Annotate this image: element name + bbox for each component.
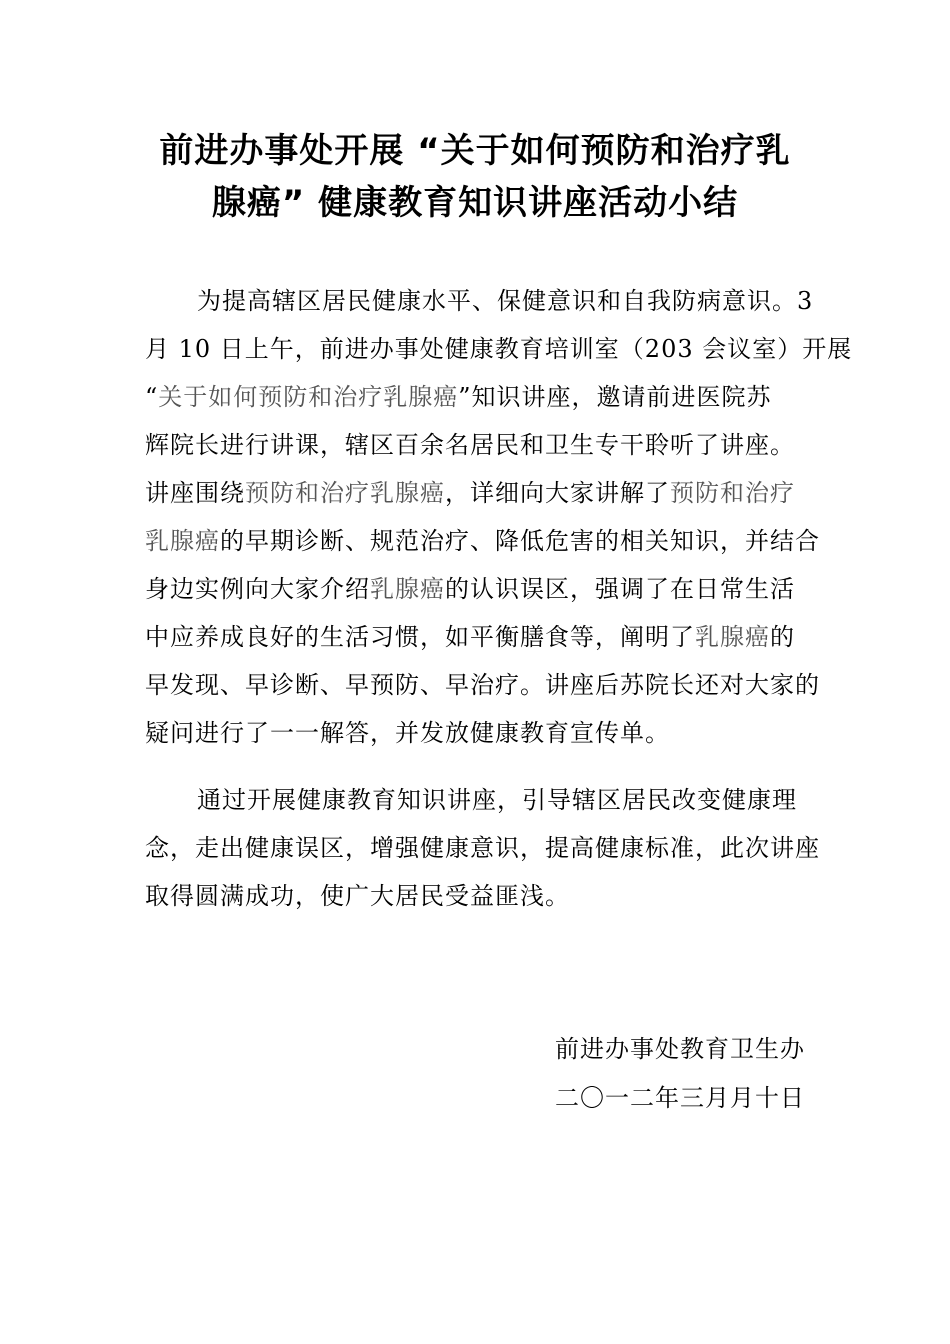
lecture-topic: 关于如何预防和治疗乳腺癌 [158,383,459,411]
quote-open: “ [145,383,159,411]
line-8-a: 中应养成良好的生活习惯，如平衡膳食等，阐明了 [145,623,695,651]
title-line-1: 前进办事处开展 “关于如何预防和治疗乳 [159,131,791,171]
line-6-rest: 的早期诊断、规范治疗、降低危害的相关知识，并结合 [220,527,820,555]
paragraph-1-line-2: 月 10 日上午，前进办事处健康教育培训室（203 会议室）开展 [145,335,853,363]
line-8-b: 的 [770,623,795,651]
topic-highlight: 乳腺癌 [145,527,220,555]
paragraph-1-line-6 [145,517,820,565]
paragraph-2 [145,776,820,920]
paragraph-1-line-7 [145,565,810,613]
line-3-rest: ”知识讲座，邀请前进医院苏 [458,383,772,411]
signature-block [555,1025,805,1123]
paragraph-1-line-10: 疑问进行了一一解答，并发放健康教育宣传单。 [145,719,670,747]
paragraph-1 [145,277,853,757]
paragraph-1-line-1: 为提高辖区居民健康水平、保健意识和自我防病意识。3 [197,287,814,315]
signature-organization: 前进办事处教育卫生办 [555,1035,805,1063]
paragraph-2-line-1: 通过开展健康教育知识讲座，引导辖区居民改变健康理 [197,786,797,814]
paragraph-2-line-3: 取得圆满成功，使广大居民受益匪浅。 [145,882,570,910]
topic-highlight: 预防和治疗乳腺癌 [245,479,445,507]
paragraph-2-line-2: 念，走出健康误区，增强健康意识，提高健康标准，此次讲座 [145,834,820,862]
line-5-b: ，详细向大家讲解了 [445,479,670,507]
title-line-2: 腺癌” 健康教育知识讲座活动小结 [211,183,739,223]
paragraph-1-line-5 [145,469,810,517]
line-5-a: 讲座围绕 [145,479,245,507]
document-title [120,125,830,229]
topic-highlight: 预防和治疗 [670,479,795,507]
paragraph-1-line-3 [145,373,810,421]
line-7-a: 身边实例向大家介绍 [145,575,370,603]
paragraph-1-line-8 [145,613,810,661]
topic-highlight: 乳腺癌 [695,623,770,651]
paragraph-1-line-4: 辉院长进行讲课，辖区百余名居民和卫生专干聆听了讲座。 [145,431,795,459]
line-7-b: 的认识误区，强调了在日常生活 [445,575,795,603]
topic-highlight: 乳腺癌 [370,575,445,603]
paragraph-1-line-9: 早发现、早诊断、早预防、早治疗。讲座后苏院长还对大家的 [145,671,820,699]
signature-date: 二〇一二年三月月十日 [555,1084,805,1112]
